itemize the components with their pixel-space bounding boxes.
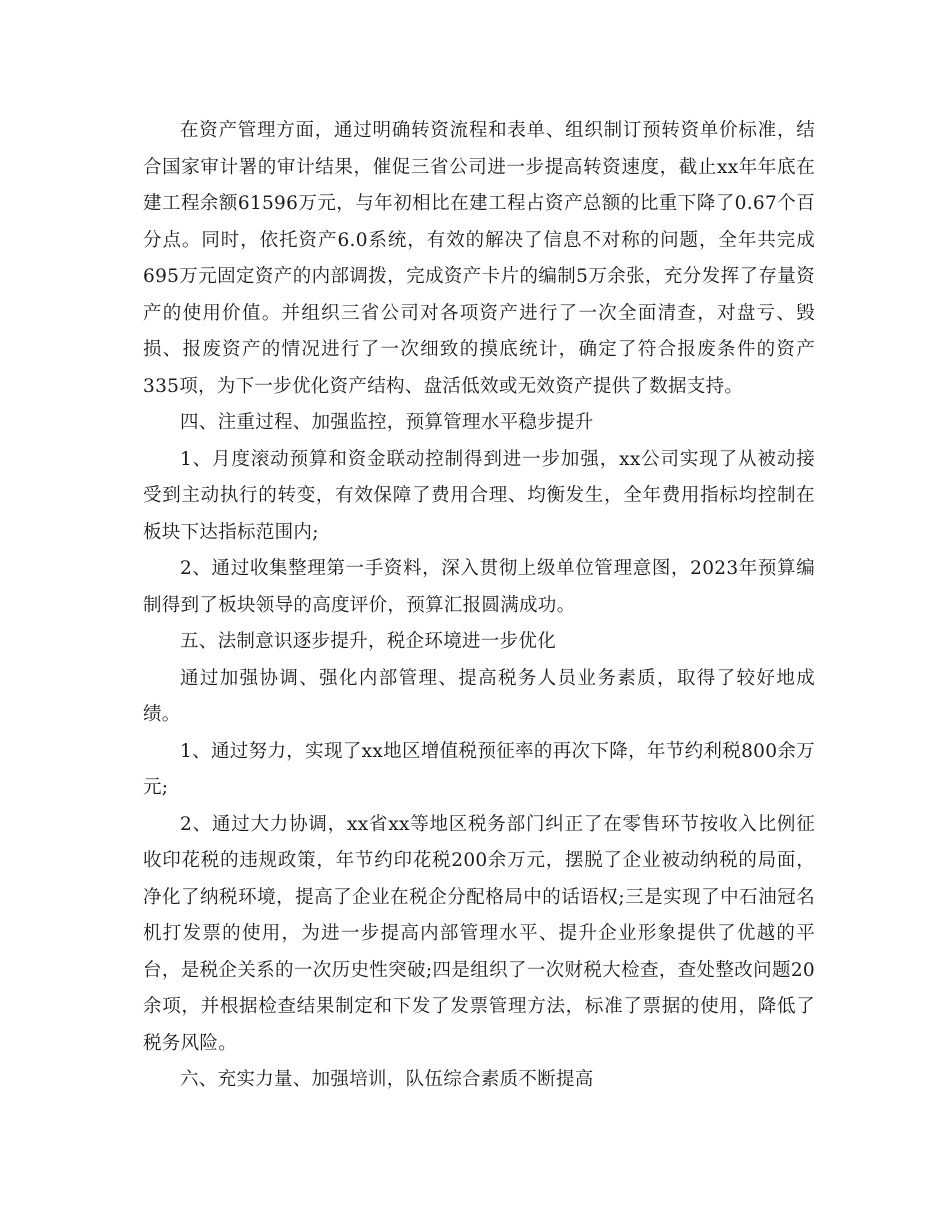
paragraph-budget-item-1: 1、月度滚动预算和资金联动控制得到进一步加强，xx公司实现了从被动接受到主动执行的转变，有效保障了费用合理、均衡发生，全年费用指标均控制在板块下达指标范围内; (143, 448, 815, 543)
section-heading-training: 六、充实力量、加强培训，队伍综合素质不断提高 (180, 1069, 594, 1090)
paragraph-tax-intro: 通过加强协调、强化内部管理、提高税务人员业务素质，取得了较好地成绩。 (143, 667, 815, 725)
paragraph-tax-item-1: 1、通过努力，实现了xx地区增值税预征率的再次下降，年节约利税800余万元; (143, 740, 815, 798)
paragraph-tax-item-2: 2、通过大力协调，xx省xx等地区税务部门纠正了在零售环节按收入比例征收印花税的违规政策，年节约印花税200余万元，摆脱了企业被动纳税的局面，净化了纳税环境，提高了企业在税企分配格局中的话语权;三是实现了中石油冠名机打发票的使用，为进一步提高内部管理水平、提升企业形象提供了优越的平台，是税企关系的一次历史性突破;四是组织了一次财税大检查，查处整改问题20余项，并根据检查结果制定和下发了发票管理方法，标准了票据的使用，降低了税务风险。 (143, 813, 815, 1054)
paragraph-asset-management: 在资产管理方面，通过明确转资流程和表单、组织制订预转资单价标准，结合国家审计署的审计结果，催促三省公司进一步提高转资速度，截止xx年年底在建工程余额61596万元，与年初相比在建工程占资产总额的比重下降了0.67个百分点。同时，依托资产6.0系统，有效的解决了信息不对称的问题，全年共完成695万元固定资产的内部调拨，完成资产卡片的编制5万余张，充分发挥了存量资产的使用价值。并组织三省公司对各项资产进行了一次全面清查，对盘亏、毁损、报废资产的情况进行了一次细致的摸底统计，确定了符合报废条件的资产335项，为下一步优化资产结构、盘活低效或无效资产提供了数据支持。 (143, 120, 815, 397)
section-heading-tax: 五、法制意识逐步提升，税企环境进一步优化 (180, 631, 557, 652)
document-body (143, 113, 815, 1099)
section-heading-budget: 四、注重过程、加强监控，预算管理水平稳步提升 (180, 412, 594, 433)
paragraph-budget-item-2: 2、通过收集整理第一手资料，深入贯彻上级单位管理意图，2023年预算编制得到了板块领导的高度评价，预算汇报圆满成功。 (143, 558, 815, 616)
